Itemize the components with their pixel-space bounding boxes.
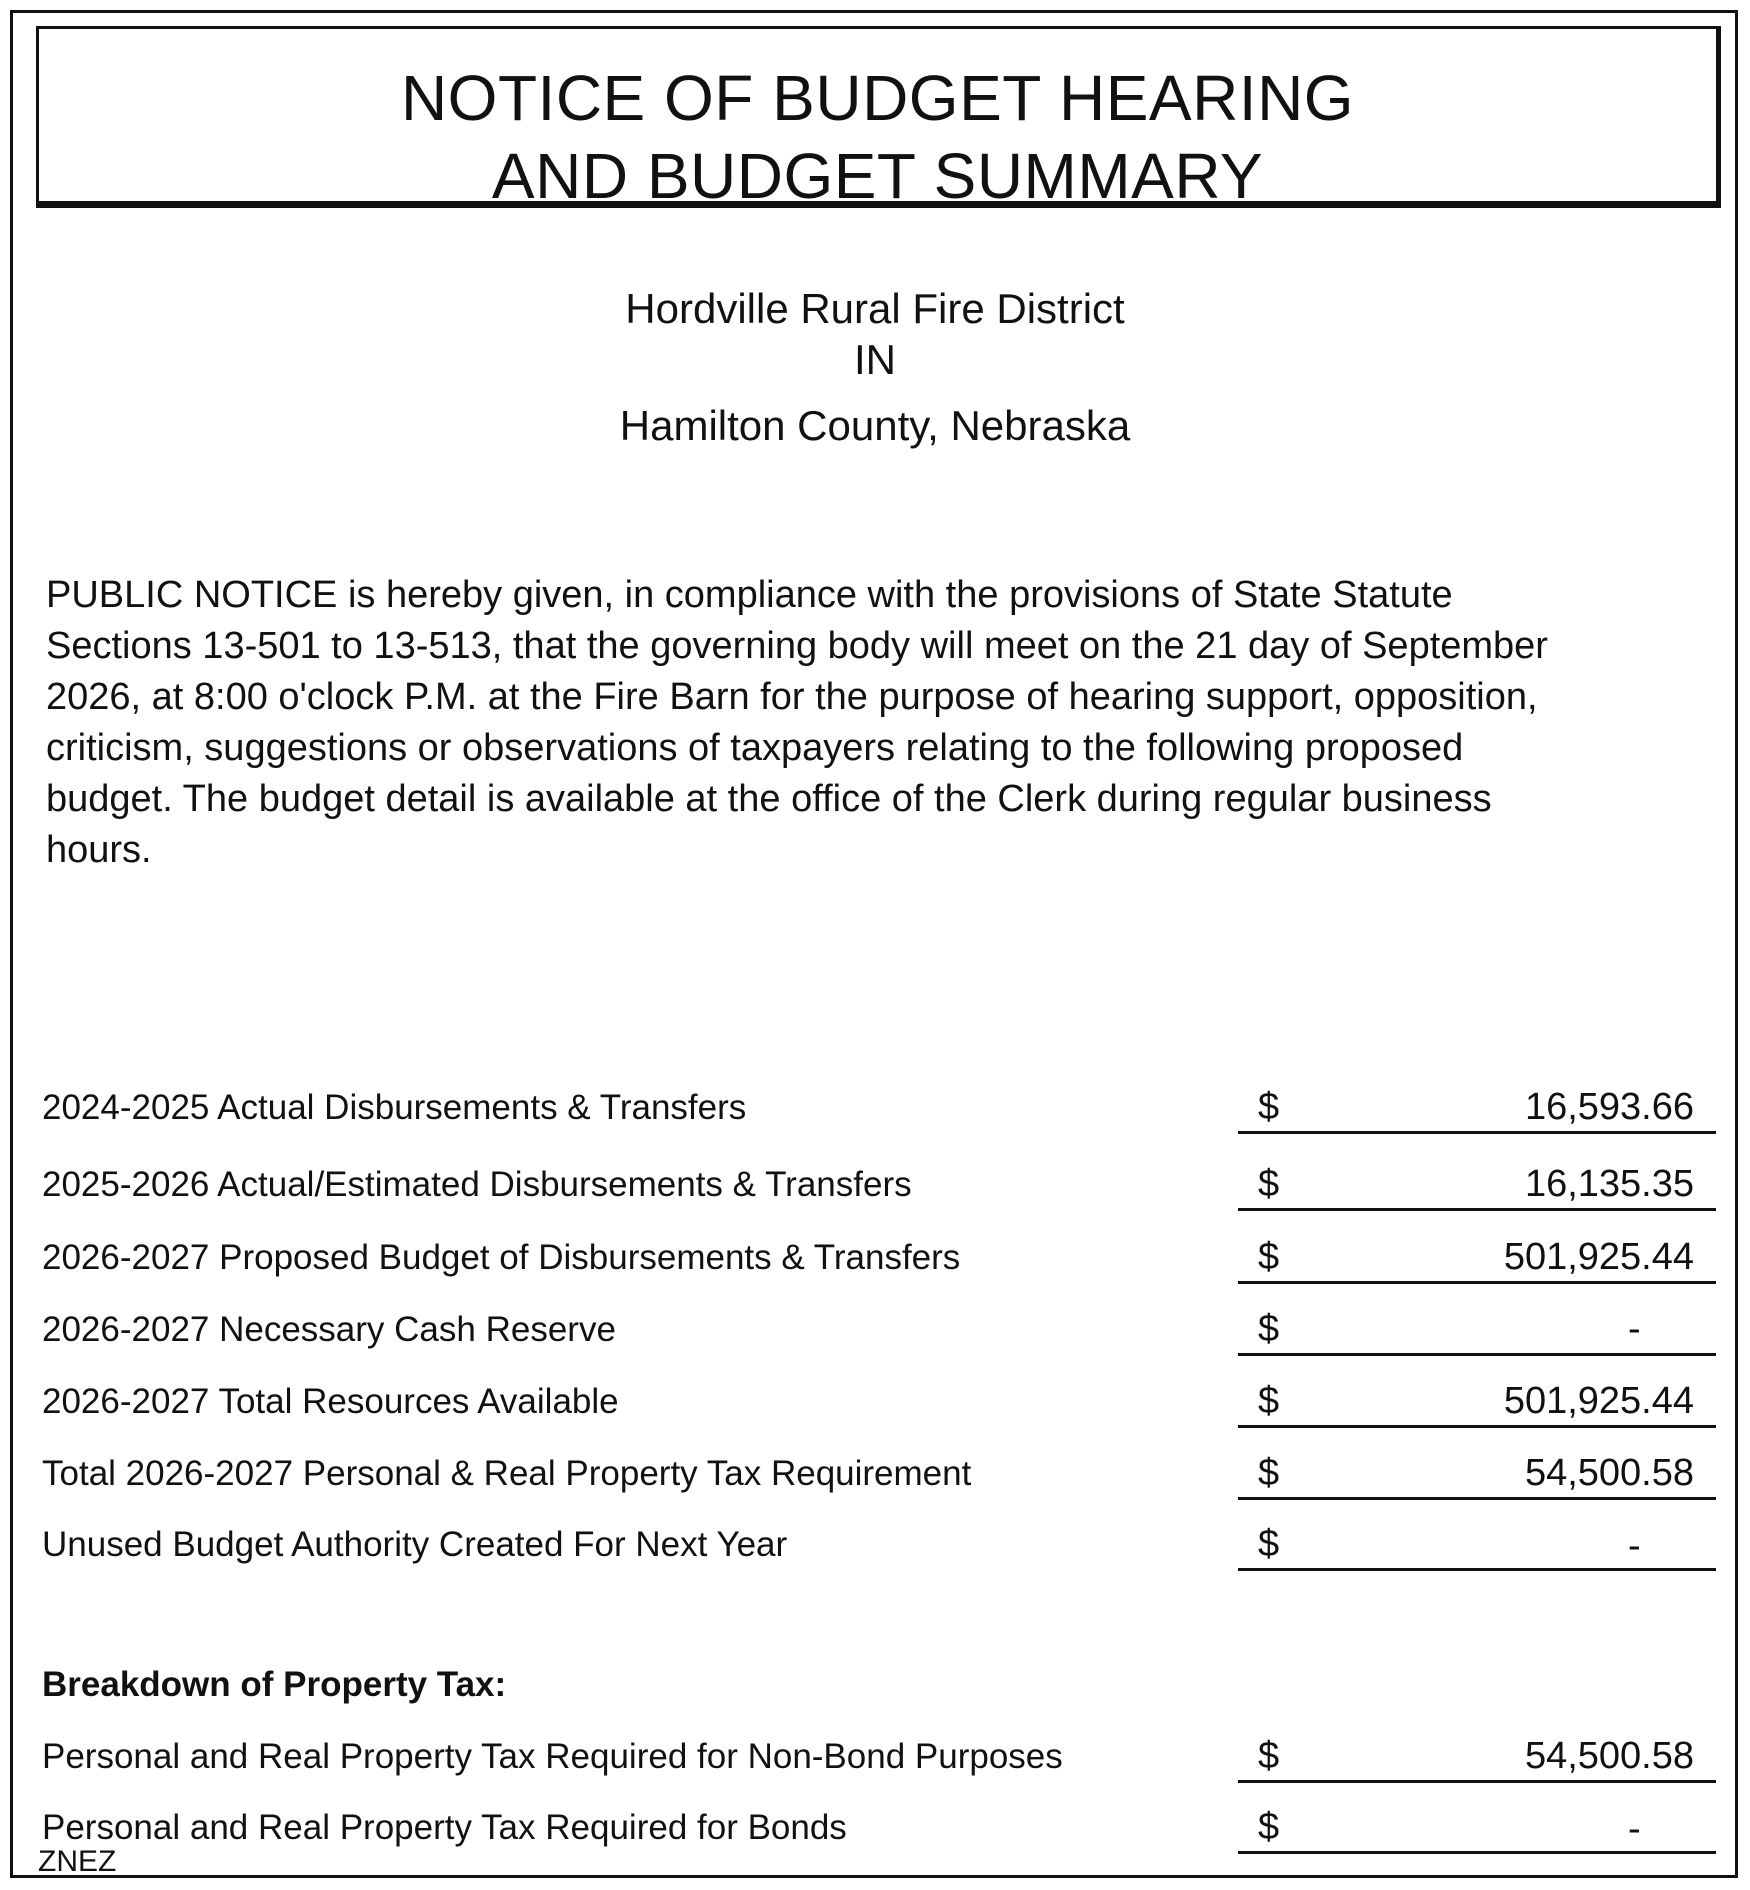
summary-row-amount: 16,135.35 — [1524, 1163, 1694, 1205]
dollar-sign: $ — [1258, 1086, 1280, 1128]
summary-row-amount: 16,593.66 — [1524, 1086, 1694, 1128]
underline-rule — [1238, 1208, 1716, 1211]
entity-connector: IN — [854, 336, 896, 383]
underline-rule — [1238, 1353, 1716, 1356]
entity-name: Hordville Rural Fire District — [625, 285, 1125, 332]
title-line-1: NOTICE OF BUDGET HEARING — [400, 62, 1355, 134]
summary-row-amount: 501,925.44 — [1503, 1380, 1694, 1422]
breakdown-row-amount: - — [1628, 1808, 1641, 1850]
underline-rule — [1238, 1780, 1716, 1783]
public-notice-paragraph — [46, 570, 1726, 876]
dollar-sign: $ — [1258, 1735, 1280, 1777]
underline-rule — [1238, 1425, 1716, 1428]
notice-line: PUBLIC NOTICE is hereby given, in compliance with the provisions of State Statute — [46, 574, 1453, 616]
underline-rule — [1238, 1281, 1716, 1284]
summary-row-label: 2024-2025 Actual Disbursements & Transfers — [42, 1088, 747, 1127]
breakdown-heading: Breakdown of Property Tax: — [42, 1665, 507, 1704]
summary-row-amount: 54,500.58 — [1524, 1452, 1694, 1494]
dollar-sign: $ — [1258, 1380, 1280, 1422]
summary-row-amount: - — [1628, 1525, 1641, 1567]
entity-county: Hamilton County, Nebraska — [619, 402, 1131, 449]
summary-row-label: 2026-2027 Necessary Cash Reserve — [42, 1310, 616, 1349]
dollar-sign: $ — [1258, 1523, 1280, 1565]
breakdown-row-label: Personal and Real Property Tax Required for Bonds — [42, 1808, 847, 1847]
summary-row-amount: - — [1628, 1308, 1641, 1350]
underline-rule — [1238, 1497, 1716, 1500]
underline-rule — [1238, 1851, 1716, 1854]
breakdown-row-amount: 54,500.58 — [1524, 1735, 1694, 1777]
summary-row-label: 2026-2027 Total Resources Available — [42, 1382, 619, 1421]
summary-row-amount: 501,925.44 — [1503, 1236, 1694, 1278]
title-box — [36, 26, 1721, 212]
summary-row-label: Unused Budget Authority Created For Next Year — [42, 1525, 788, 1564]
footer-code: ZNEZ — [38, 1845, 117, 1878]
notice-line: Sections 13-501 to 13-513, that the governing body will meet on the 21 day of September — [46, 625, 1548, 667]
underline-rule — [1238, 1568, 1716, 1571]
dollar-sign: $ — [1258, 1236, 1280, 1278]
notice-line: 2026, at 8:00 o'clock P.M. at the Fire Barn for the purpose of hearing support, opposition, — [46, 676, 1538, 718]
dollar-sign: $ — [1258, 1163, 1280, 1205]
title-line-2: AND BUDGET SUMMARY — [491, 140, 1264, 212]
summary-row-label: Total 2026-2027 Personal & Real Property Tax Requirement — [42, 1454, 972, 1493]
summary-row-label: 2025-2026 Actual/Estimated Disbursements & Transfers — [42, 1165, 912, 1204]
notice-line: budget. The budget detail is available at the office of the Clerk during regular business — [46, 778, 1492, 820]
notice-line: hours. — [46, 829, 152, 871]
dollar-sign: $ — [1258, 1452, 1280, 1494]
dollar-sign: $ — [1258, 1308, 1280, 1350]
underline-rule — [1238, 1131, 1716, 1134]
breakdown-row-label: Personal and Real Property Tax Required for Non-Bond Purposes — [42, 1737, 1063, 1776]
notice-line: criticism, suggestions or observations of taxpayers relating to the following proposed — [46, 727, 1464, 769]
summary-row-label: 2026-2027 Proposed Budget of Disbursements & Transfers — [42, 1238, 961, 1277]
dollar-sign: $ — [1258, 1806, 1280, 1848]
